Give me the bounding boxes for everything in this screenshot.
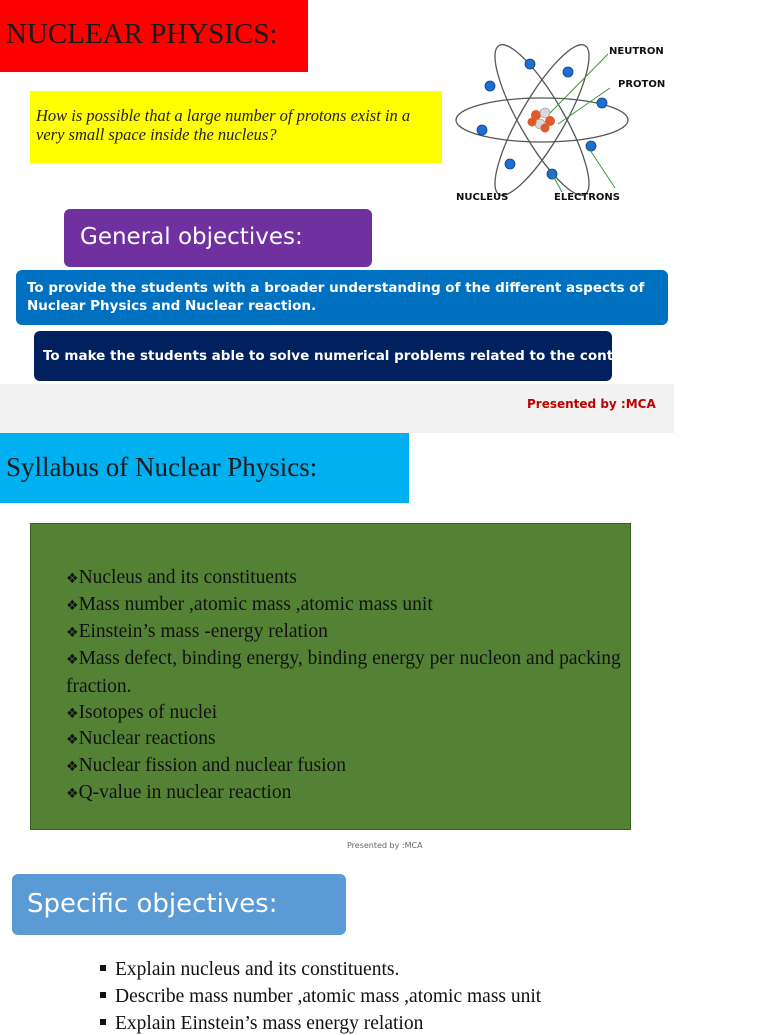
page-title: NUCLEAR PHYSICS: (6, 18, 278, 50)
diamond-bullet-icon: ❖ (66, 706, 79, 722)
electron-icon (477, 125, 487, 135)
label-pointers (550, 54, 615, 192)
list-item: ❖Q-value in nuclear reaction (66, 782, 292, 803)
list-item: ❖Isotopes of nuclei (66, 702, 218, 723)
proton-icon (541, 124, 550, 133)
proton-label: PROTON (618, 79, 666, 90)
question-text: How is possible that a large number of protons exist in a very small space inside the nucleus? (36, 106, 411, 144)
electron-icon (586, 141, 596, 151)
general-objectives-heading: General objectives: (80, 224, 303, 250)
diamond-bullet-icon: ❖ (66, 571, 79, 587)
objective-text: To make the students able to solve numerical problems related to the content. (43, 348, 644, 364)
list-item: ❖Nuclear fission and nuclear fusion (66, 755, 347, 776)
list-item: Explain Einstein’s mass energy relation (100, 1013, 423, 1035)
diamond-bullet-icon: ❖ (66, 652, 79, 668)
electrons-label: ELECTRONS (554, 192, 620, 203)
diamond-bullet-icon: ❖ (66, 759, 79, 775)
list-item: ❖Nuclear reactions (66, 728, 216, 749)
list-item: ❖Einstein’s mass -energy relation (66, 621, 328, 642)
electron-icon (485, 81, 495, 91)
atom-diagram (450, 40, 680, 210)
specific-objectives-heading: Specific objectives: (27, 889, 278, 919)
list-item: Explain nucleus and its constituents. (100, 959, 399, 981)
proton-icon (528, 118, 537, 127)
square-bullet-icon (100, 965, 106, 971)
electron-icon (597, 98, 607, 108)
presented-by: Presented by :MCA (527, 397, 656, 411)
diamond-bullet-icon: ❖ (66, 625, 79, 641)
list-item: ❖Mass defect, binding energy, binding energy per nucleon and packing fraction. (66, 648, 621, 697)
list-item: Describe mass number ,atomic mass ,atomic mass unit (100, 986, 541, 1008)
list-item: ❖Nucleus and its constituents (66, 567, 297, 588)
electron-icon (563, 67, 573, 77)
syllabus-heading: Syllabus of Nuclear Physics: (6, 452, 318, 482)
diamond-bullet-icon: ❖ (66, 786, 79, 802)
presented-by-small: Presented by :MCA (347, 841, 423, 850)
nucleus-label: NUCLEUS (456, 192, 509, 203)
diamond-bullet-icon: ❖ (66, 598, 79, 614)
neutron-label: NEUTRON (609, 46, 664, 57)
list-item: ❖Mass number ,atomic mass ,atomic mass unit (66, 594, 433, 615)
electron-icon (505, 159, 515, 169)
electron-icon (525, 59, 535, 69)
square-bullet-icon (100, 992, 106, 998)
diamond-bullet-icon: ❖ (66, 732, 79, 748)
objective-text: To provide the students with a broader understanding of the different aspects of Nuclear Physics and Nuclear reaction. (27, 280, 645, 314)
